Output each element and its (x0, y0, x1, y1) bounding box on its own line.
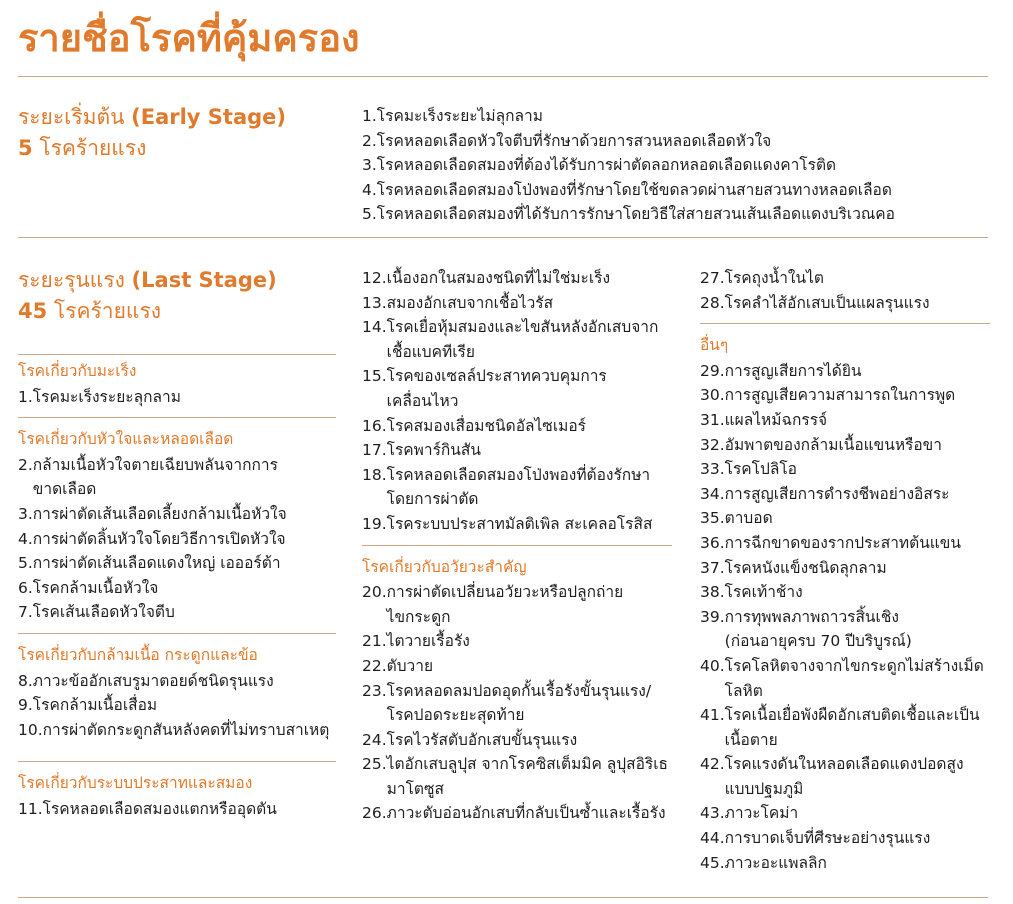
item-text: การผ่าตัดกระดูกสันหลังคดที่ไม่ทราบสาเหตุ (42, 720, 330, 739)
item-number: 18. (362, 465, 387, 484)
list-item (700, 359, 990, 384)
item-number: 28. (700, 293, 725, 312)
item-number: 43. (700, 804, 725, 823)
item-number: 20. (362, 583, 387, 602)
item-number: 23. (362, 681, 387, 700)
list-item (700, 531, 990, 556)
item-text: โรคเส้นเลือดหัวใจตีบ (32, 603, 175, 622)
item-number: 19. (362, 514, 387, 533)
list-item (700, 266, 990, 291)
category-divider (700, 323, 990, 324)
list-item (362, 153, 895, 178)
list-item (18, 453, 336, 502)
list-item (18, 797, 336, 822)
category-divider (18, 417, 336, 418)
item-number: 40. (700, 656, 725, 675)
item-text: ภาวะตับอ่อนอักเสบที่กลับเป็นซ้ำและเรื้อรัง (386, 804, 666, 823)
item-text: สมองอักเสบจากเชื้อไวรัส (386, 293, 554, 312)
list-item (700, 703, 990, 752)
item-number: 1. (362, 107, 377, 125)
item-text: โรคกล้ามเนื้อหัวใจ (32, 578, 159, 597)
list-item (700, 752, 990, 801)
item-text: การทุพพลภาพถาวรสิ้นเชิง (ก่อนอายุครบ 70 ปีบริบูรณ์) (724, 607, 912, 651)
item-text: โรคหลอดเลือดสมองโป่งพองที่รักษาโดยใช้ขดลวดผ่านสายสวนทางหลอดเลือด (376, 180, 892, 199)
item-text: โรคหนังแข็งชนิดลุกลาม (724, 558, 887, 577)
item-number: 21. (362, 632, 387, 651)
last-count: 45 (18, 299, 48, 323)
item-number: 22. (362, 656, 387, 675)
page-title: รายชื่อโรคที่คุ้มครอง (18, 16, 360, 60)
item-number: 31. (700, 410, 725, 429)
item-text: ตับวาย (386, 656, 434, 675)
item-text: ภาวะโคม่า (724, 804, 799, 823)
item-number: 45. (700, 853, 725, 872)
item-number: 41. (700, 706, 725, 725)
category-divider (18, 633, 336, 634)
list-item (700, 482, 990, 507)
item-text: ตาบอด (724, 509, 773, 528)
item-number: 2. (362, 131, 377, 150)
item-number: 35. (700, 509, 725, 528)
item-number: 15. (362, 367, 387, 386)
item-text: โรคหลอดลมปอดอุดกั้นเรื้อรังขั้นรุนแรง/โรคปอดระยะสุดท้าย (386, 681, 652, 725)
category-heading: โรคเกี่ยวกับหัวใจและหลอดเลือด (18, 430, 234, 449)
item-number: 13. (362, 293, 387, 312)
list-item (362, 654, 672, 679)
item-number: 9. (18, 696, 33, 715)
item-text: โรคพาร์กินสัน (386, 441, 481, 460)
item-number: 39. (700, 607, 725, 626)
item-number: 3. (362, 156, 377, 175)
list-item (362, 463, 672, 512)
item-number: 32. (700, 435, 725, 454)
last-stage-english: (Last Stage) (131, 268, 277, 292)
list-item (18, 693, 336, 718)
list-item (18, 576, 336, 601)
item-text: การสูญเสียการดำรงชีพอย่างอิสระ (724, 484, 950, 503)
item-text: อัมพาตของกล้ามเนื้อแขนหรือขา (724, 435, 942, 454)
item-text: โรคหลอดเลือดสมองแตกหรืออุดตัน (42, 799, 277, 818)
early-stage-english: (Early Stage) (131, 105, 286, 129)
list-item (362, 178, 895, 203)
column-3 (700, 266, 990, 875)
early-stage-heading (18, 102, 286, 164)
item-text: โรคไวรัสตับอักเสบขั้นรุนแรง (386, 730, 578, 749)
early-count-label: โรคร้ายแรง (39, 136, 147, 160)
item-text: โรคของเซลล์ประสาทควบคุมการเคลื่อนไหว (386, 367, 607, 410)
category-heading: โรคเกี่ยวกับระบบประสาทและสมอง (18, 774, 253, 793)
list-item (700, 580, 990, 605)
item-text: โรคเยื่อหุ้มสมองและไขสันหลังอักเสบจากเชื้อแบคทีเรีย (386, 318, 659, 361)
item-number: 10. (18, 720, 43, 739)
item-text: การสูญเสียความสามารถในการพูด (724, 386, 956, 405)
item-number: 25. (362, 755, 387, 774)
list-item (362, 629, 672, 654)
item-number: 4. (18, 529, 33, 548)
early-count: 5 (18, 136, 33, 160)
early-stage-thai: ระยะเริ่มต้น (18, 105, 125, 129)
item-text: เนื้องอกในสมองชนิดที่ไม่ใช่มะเร็ง (386, 269, 611, 287)
list-item (700, 654, 990, 703)
item-text: โรคหลอดเลือดสมองโป่งพองที่ต้องรักษาโดยการผ่าตัด (386, 465, 651, 509)
item-number: 2. (18, 455, 33, 474)
list-item (362, 414, 672, 439)
column-2 (362, 266, 672, 826)
last-stage-thai: ระยะรุนแรง (18, 268, 125, 292)
list-item (700, 383, 990, 408)
stage-divider (18, 237, 988, 238)
item-text: โรคกล้ามเนื้อเสื่อม (32, 696, 158, 715)
item-text: โรคมะเร็งระยะไม่ลุกลาม (376, 107, 543, 125)
list-item (362, 129, 895, 154)
list-item (18, 600, 336, 625)
item-number: 27. (700, 269, 725, 287)
item-text: โรคหลอดเลือดสมองที่ได้รับการรักษาโดยวิธีใส่สายสวนเส้นเลือดแดงบริเวณคอ (376, 205, 895, 224)
spacer (18, 742, 336, 753)
list-item (700, 506, 990, 531)
item-text: การบาดเจ็บที่ศีรษะอย่างรุนแรง (724, 829, 931, 848)
list-item (18, 502, 336, 527)
list-item (700, 605, 990, 654)
item-number: 1. (18, 387, 33, 406)
list-item (700, 556, 990, 581)
item-text: การผ่าตัดลิ้นหัวใจโดยวิธีการเปิดหัวใจ (32, 529, 286, 548)
list-item (700, 433, 990, 458)
item-number: 17. (362, 441, 387, 460)
item-number: 5. (362, 205, 377, 224)
list-item (362, 315, 672, 364)
item-number: 16. (362, 416, 387, 435)
column-1 (18, 354, 336, 822)
item-number: 7. (18, 603, 33, 622)
item-text: ไตวายเรื้อรัง (386, 632, 470, 651)
list-item (700, 291, 990, 316)
list-item (362, 104, 895, 129)
list-item (18, 551, 336, 576)
item-number: 33. (700, 460, 725, 479)
category-divider (362, 545, 672, 546)
list-item (700, 801, 990, 826)
list-item (18, 385, 336, 410)
item-number: 24. (362, 730, 387, 749)
item-text: โรคหลอดเลือดหัวใจตีบที่รักษาด้วยการสวนหลอดเลือดหัวใจ (376, 131, 772, 150)
list-item (362, 752, 672, 801)
item-text: โรคโปลิโอ (724, 460, 797, 479)
list-item (362, 291, 672, 316)
list-item (700, 826, 990, 851)
list-item (362, 728, 672, 753)
last-stage-heading (18, 265, 277, 327)
item-number: 37. (700, 558, 725, 577)
item-text: โรคระบบประสาทมัลติเพิล สะเคลอโรสิส (386, 514, 653, 533)
list-item (362, 438, 672, 463)
title-divider (18, 76, 988, 77)
list-item (700, 851, 990, 876)
list-item (362, 679, 672, 728)
list-item (362, 512, 672, 537)
list-item (18, 718, 336, 743)
item-text: โรคเท้าช้าง (724, 583, 803, 602)
list-item (362, 266, 672, 291)
list-item (362, 364, 672, 413)
item-text: โรคหลอดเลือดสมองที่ต้องได้รับการผ่าตัดลอกหลอดเลือดแดงคาโรติด (376, 156, 837, 175)
item-number: 30. (700, 386, 725, 405)
item-text: การผ่าตัดเส้นเลือดแดงใหญ่ เอออร์ต้า (32, 554, 281, 573)
item-number: 36. (700, 533, 725, 552)
category-divider (18, 354, 336, 355)
item-text: โรคถุงน้ำในไต (724, 269, 824, 287)
category-divider (18, 761, 336, 762)
bottom-divider (18, 897, 988, 898)
item-number: 3. (18, 504, 33, 523)
item-text: โรคสมองเสื่อมชนิดอัลไซเมอร์ (386, 416, 586, 435)
list-item (362, 580, 672, 629)
item-number: 29. (700, 361, 725, 380)
item-number: 6. (18, 578, 33, 597)
item-number: 14. (362, 318, 387, 337)
item-text: ไตอักเสบลูปุส จากโรคซิสเต็มมิค ลูปุสอิริเธมาโตซูส (386, 755, 668, 798)
list-item (362, 801, 672, 826)
item-text: แผลไหม้ฉกรรจ์ (724, 410, 828, 429)
item-text: โรคมะเร็งระยะลุกลาม (32, 387, 181, 406)
item-number: 42. (700, 755, 725, 774)
item-text: โรคแรงดันในหลอดเลือดแดงปอดสูงแบบปฐมภูมิ (724, 755, 964, 798)
category-heading: โรคเกี่ยวกับมะเร็ง (18, 362, 137, 380)
item-text: กล้ามเนื้อหัวใจตายเฉียบพลันจากการขาดเลือด (32, 455, 278, 499)
category-heading: โรคเกี่ยวกับอวัยวะสำคัญ (362, 557, 527, 576)
item-number: 8. (18, 671, 33, 690)
item-text: โรคลำไส้อักเสบเป็นแผลรุนแรง (724, 293, 930, 312)
list-item (18, 527, 336, 552)
item-number: 26. (362, 804, 387, 823)
early-stage-list (362, 104, 895, 227)
last-count-label: โรคร้ายแรง (53, 299, 161, 323)
item-text: การสูญเสียการได้ยิน (724, 361, 862, 380)
list-item (18, 669, 336, 694)
item-text: โรคเนื้อเยื่อพังผืดอักเสบติดเชื้อและเป็นเนื้อตาย (724, 706, 980, 749)
item-number: 38. (700, 583, 725, 602)
item-text: ภาวะข้ออักเสบรูมาตอยด์ชนิดรุนแรง (32, 671, 274, 690)
category-heading: โรคเกี่ยวกับกล้ามเนื้อ กระดูกและข้อ (18, 645, 258, 664)
list-item (362, 202, 895, 227)
list-item (700, 457, 990, 482)
item-text: ภาวะอะแพลลิก (724, 853, 827, 872)
item-text: การผ่าตัดเปลี่ยนอวัยวะหรือปลูกถ่ายไขกระดูก (386, 583, 624, 626)
item-number: 5. (18, 554, 33, 573)
item-number: 44. (700, 829, 725, 848)
item-text: การฉีกขาดของรากประสาทต้นแขน (724, 533, 961, 552)
list-item (700, 408, 990, 433)
item-number: 11. (18, 799, 43, 818)
item-text: การผ่าตัดเส้นเลือดเลี้ยงกล้ามเนื้อหัวใจ (32, 504, 287, 523)
item-number: 12. (362, 269, 387, 287)
item-text: โรคโลหิตจางจากไขกระดูกไม่สร้างเม็ดโลหิต (724, 656, 984, 700)
item-number: 34. (700, 484, 725, 503)
category-heading: อื่นๆ (700, 336, 729, 355)
item-number: 4. (362, 180, 377, 199)
